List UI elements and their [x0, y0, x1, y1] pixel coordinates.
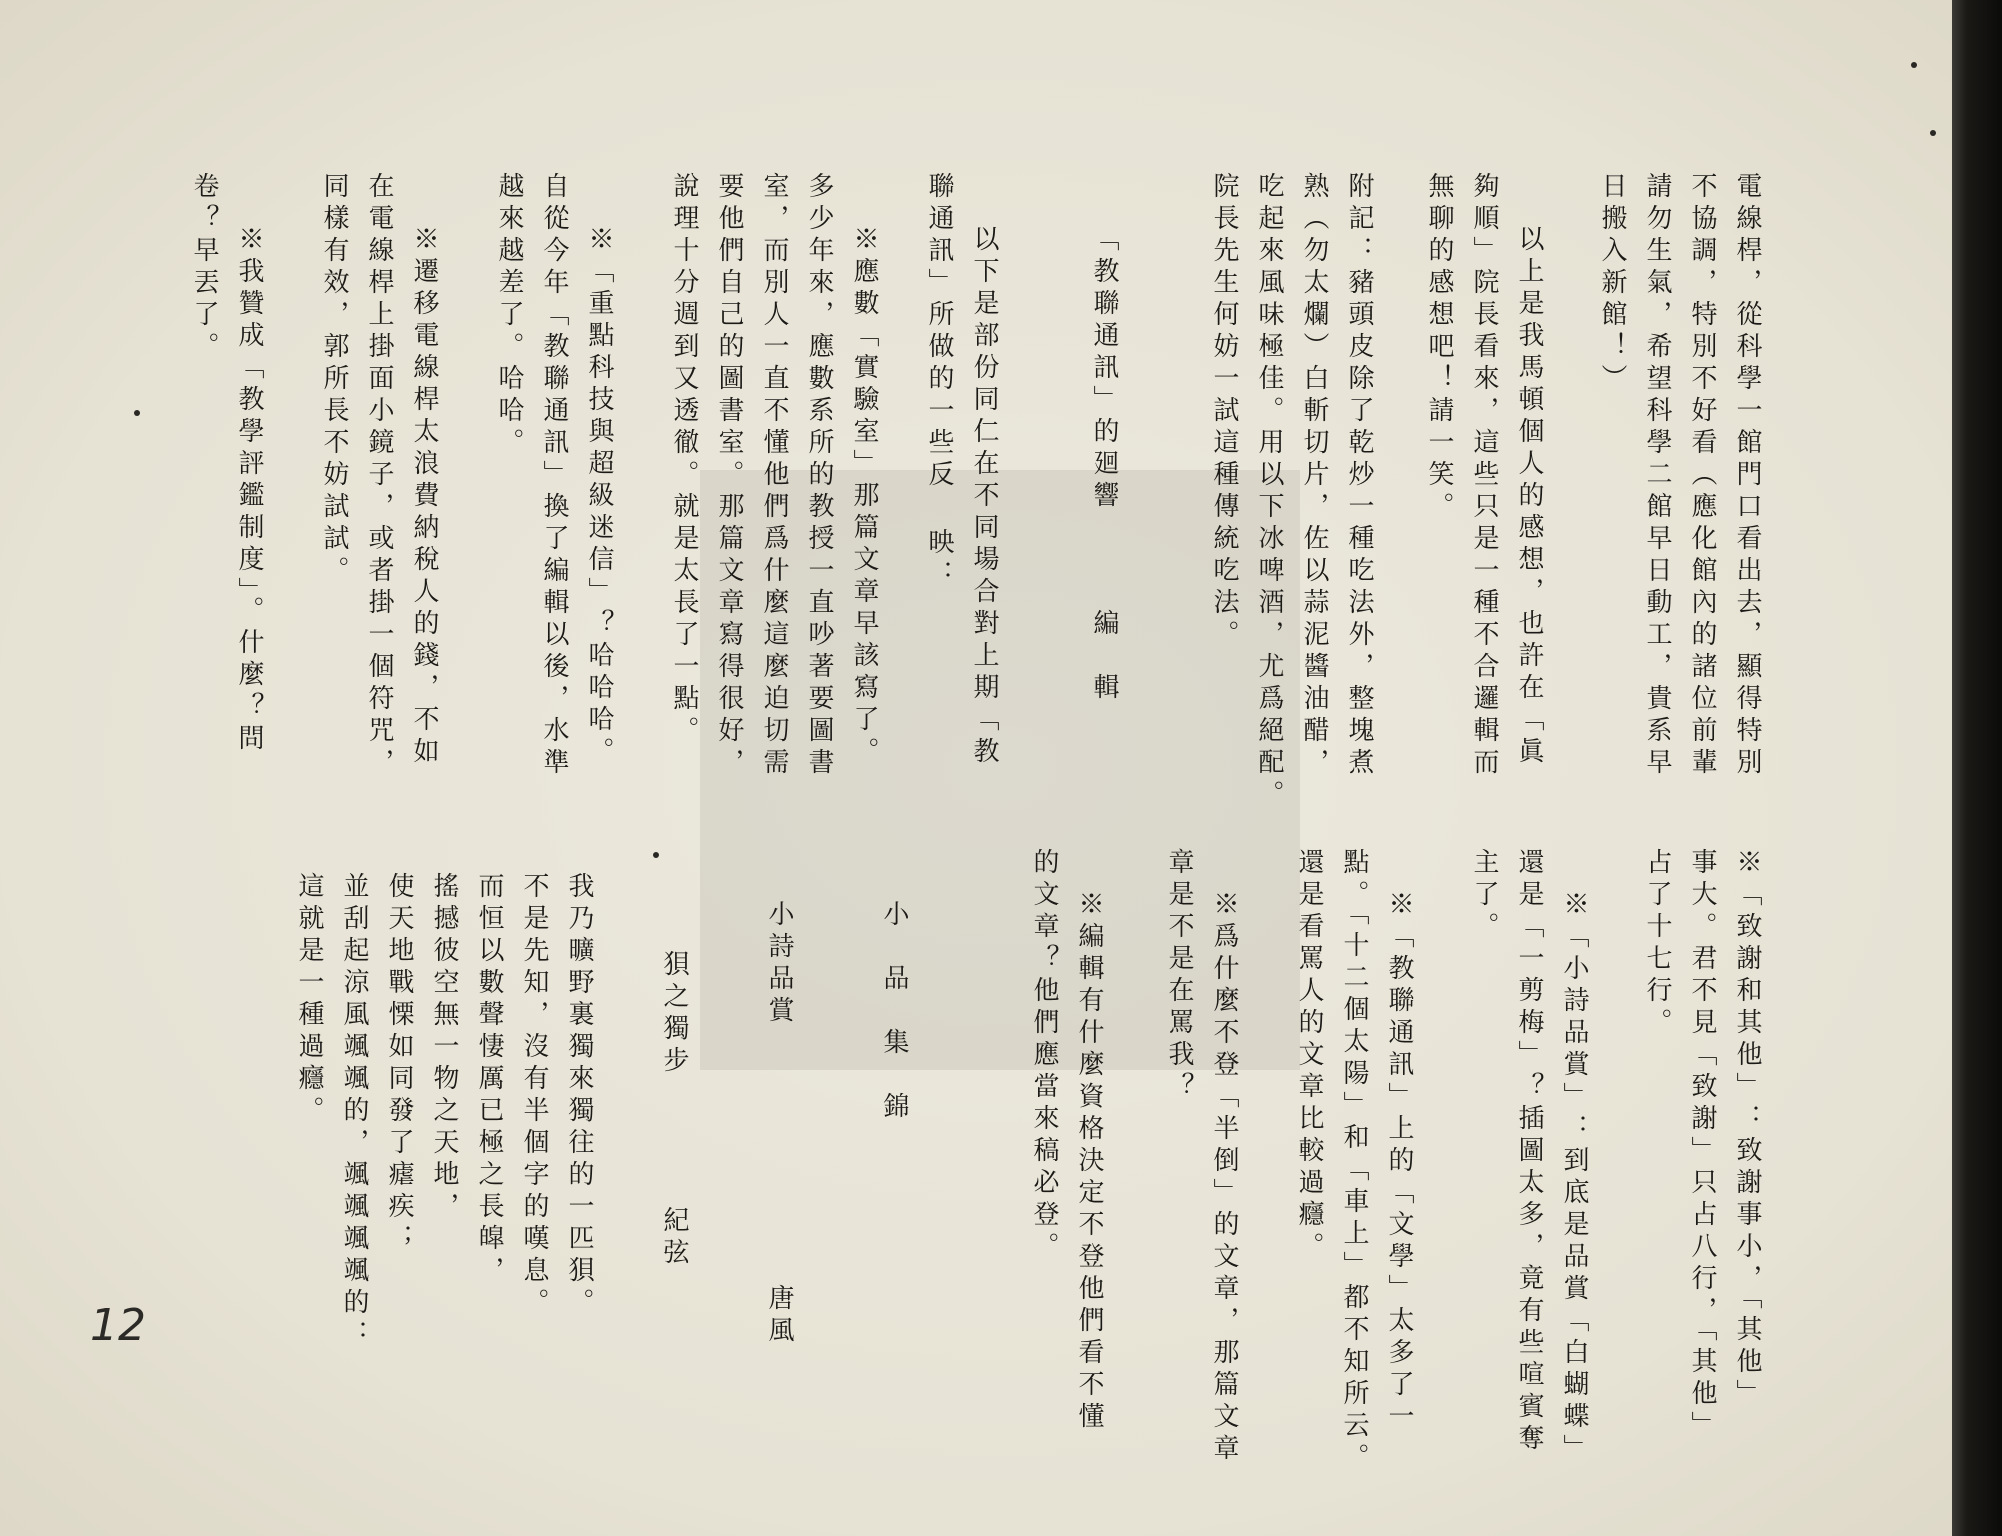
text-column: 卷？早丟了。: [189, 172, 219, 364]
speck: [134, 410, 140, 416]
scan-edge: [1952, 0, 2002, 1536]
text-column: 附記：豬頭皮除了乾炒一種吃法外，整塊煮: [1344, 172, 1374, 780]
text-column: 熟（勿太爛）白斬切片，佐以蒜泥醬油醋，: [1299, 172, 1329, 780]
text-column: ※「教聯通訊」上的「文學」太多了一: [1384, 890, 1414, 1434]
text-column: ※我贊成「教學評鑑制度」。什麼？問: [234, 225, 264, 756]
text-column: 的文章？他們應當來稿必登。: [1029, 848, 1059, 1264]
text-column: 點。「十二個太陽」和「車上」都不知所云。: [1339, 848, 1369, 1475]
text-column: ※爲什麼不登「半倒」的文章，那篇文章: [1209, 890, 1239, 1466]
text-column: ※編輯有什麼資格決定不登他們看不懂: [1074, 890, 1104, 1434]
text-column: 並刮起涼風颯颯的，颯颯颯颯的：: [339, 872, 369, 1352]
text-column: 還是「一剪梅」？插圖太多，竟有些喧賓奪: [1514, 848, 1544, 1456]
text-column: 不是先知，沒有半個字的嘆息。: [519, 872, 549, 1320]
text-column: 日搬入新館！）: [1597, 172, 1627, 396]
text-column: 越來越差了。哈哈。: [494, 172, 524, 460]
text-column: 不協調，特別不好看（應化館內的諸位前輩: [1687, 172, 1717, 780]
text-column: 室，而別人一直不懂他們爲什麼這麼迫切需: [759, 172, 789, 780]
text-column: 而恒以數聲悽厲已極之長皡，: [474, 872, 504, 1288]
text-column: 請勿生氣，希望科學二館早日動工，貴系早: [1642, 172, 1672, 780]
text-column: 「教聯通訊」的廻響 編 輯: [1089, 225, 1119, 705]
text-column: 說理十分週到又透徹。就是太長了一點。: [669, 172, 699, 748]
text-column: 吃起來風味極佳。用以下冰啤酒，尤爲絕配。: [1254, 172, 1284, 812]
text-column: 聯通訊」所做的一些反 映：: [924, 172, 954, 592]
text-column: 主了。: [1469, 848, 1499, 944]
text-column: 小詩品賞 唐風: [764, 900, 794, 1348]
speck: [1911, 62, 1917, 68]
text-column: 事大。君不見「致謝」只占八行，「其他」: [1687, 848, 1717, 1443]
text-column: 還是看罵人的文章比較過癮。: [1294, 848, 1324, 1264]
text-column: 電線桿，從科學一館門口看出去，顯得特別: [1732, 172, 1762, 780]
text-column: 以下是部份同仁在不同場合對上期「教: [969, 225, 999, 769]
speck: [653, 852, 659, 858]
text-column: 在電線桿上掛面小鏡子，或者掛一個符咒，: [364, 172, 394, 780]
text-column: 小 品 集 錦: [879, 900, 909, 1124]
text-column: 章是不是在罵我？: [1164, 848, 1194, 1104]
text-column: 狽之獨步 紀弦: [659, 950, 689, 1270]
text-column: 要他們自己的圖書室。那篇文章寫得很好，: [714, 172, 744, 780]
text-column: 使天地戰慄如同發了瘧疾；: [384, 872, 414, 1256]
text-column: 搖撼彼空無一物之天地，: [429, 872, 459, 1224]
text-column: ※遷移電線桿太浪費納稅人的錢，不如: [409, 225, 439, 769]
text-column: ※應數「實驗室」那篇文章早該寫了。: [849, 225, 879, 769]
text-column: 夠順」院長看來，這些只是一種不合邏輯而: [1469, 172, 1499, 780]
page-number: 12: [90, 1300, 146, 1351]
text-column: 自從今年「教聯通訊」換了編輯以後，水準: [539, 172, 569, 780]
text-column: 同樣有效，郭所長不妨試試。: [319, 172, 349, 588]
text-column: ※「小詩品賞」：到底是品賞「白蝴蝶」: [1559, 890, 1589, 1466]
text-column: 這就是一種過癮。: [294, 872, 324, 1128]
speck: [1930, 130, 1936, 136]
text-column: ※「致謝和其他」：致謝事小，「其他」: [1732, 848, 1762, 1411]
text-column: 占了十七行。: [1642, 848, 1672, 1040]
text-column: 無聊的感想吧！請一笑。: [1424, 172, 1454, 524]
text-column: 院長先生何妨一試這種傳統吃法。: [1209, 172, 1239, 652]
text-column: 多少年來，應數系所的教授一直吵著要圖書: [804, 172, 834, 780]
text-column: ※「重點科技與超級迷信」？哈哈哈。: [584, 225, 614, 769]
text-column: 我乃曠野裏獨來獨往的一匹狽。: [564, 872, 594, 1320]
text-column: 以上是我馬頓個人的感想，也許在「眞: [1514, 225, 1544, 769]
